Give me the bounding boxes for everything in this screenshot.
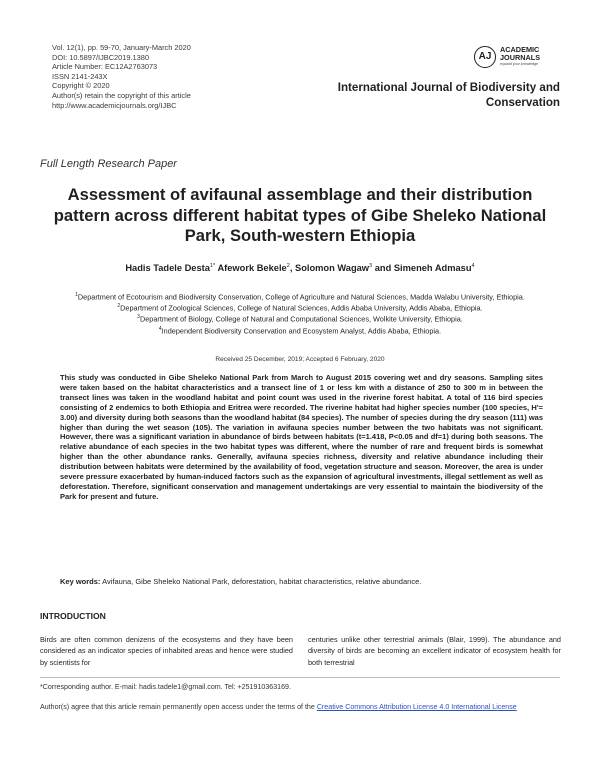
author-sup: 4: [471, 263, 475, 269]
intro-column-right: centuries unlike other terrestrial animals (Blair, 1999). The abundance and diversity of birds are becoming an excellent indicator of ecosystem health for both terrestrial: [308, 635, 561, 667]
meta-rights: Author(s) retain the copyright of this article: [52, 90, 191, 100]
intro-heading: INTRODUCTION: [40, 611, 106, 621]
meta-issn: ISSN 2141-243X: [52, 71, 108, 81]
logo-line-1: ACADEMIC: [500, 45, 540, 54]
author-sup: 1*: [209, 263, 216, 269]
logo-line-2: JOURNALS: [500, 52, 541, 62]
keywords: [60, 577, 543, 586]
affiliation: [40, 291, 560, 302]
author-sup: 3: [369, 263, 373, 269]
keywords-label: Key words:: [60, 577, 101, 586]
author-name: Hadis Tadele Desta: [125, 263, 210, 274]
license-note: [40, 702, 560, 713]
affiliation: [40, 313, 560, 324]
received-dates: Received 25 December, 2019; Accepted 6 February, 2020: [215, 356, 385, 363]
author-name: Afework Bekele: [217, 263, 287, 274]
section-label: Full Length Research Paper: [40, 158, 177, 170]
footnote-divider: [40, 677, 560, 678]
affiliation: [40, 302, 560, 313]
affiliation-text: Department of Ecotourism and Biodiversity Conservation, College of Agriculture and Natural Sciences, Madda Walabu University, Ethiopia.: [77, 292, 525, 302]
affiliation: [40, 325, 560, 336]
article-meta: [52, 43, 191, 110]
abstract: This study was conducted in Gibe Sheleko National Park from March to August 2015 covering wet and dry seasons. Sampling sites were taken based on the habitat characteristics and a transect line of 1 or less km with a distance of 250 to 300 m in between the transect lines was taken in the woodland habitat and point count was used in the riverine forest habitat. A total of 116 bird species consisting of 2 endemics to both Ethiopia and Eritrea were recorded. The riverine habitat had higher species number (100 species, H'= 3.00) and diversity during both seasons than the woodland habitat (84 species). The number of species during the dry season (111) was higher than during the wet season (105). The variation in avifauna species number between the two habitats was not significant. However, there was a significant variation in abundance of birds between habitats (t=1.418, P<0.05 and df=1) during both seasons. The relative abundance of each species in the two habitat types was different, where the number of rare and frequent birds is somewhat higher than the other abundance ranks. Generally, avifauna species richness, diversity and relative abundance including their distribution between habitats were determined by the availability of food, vegetation structure and season. Moreover, the area is under severe pressure exacerbated by human-induced factors such as the expansion of agricultural investments, illegal settlement as well as deforestation. Therefore, significant conservation and management undertakings are very essential to maintain the biodiversity of the Park for present and future.: [60, 373, 543, 501]
author-name: Simeneh Admasu: [393, 263, 472, 274]
author-list: Hadis Tadele Desta$^{1*}$ Afework Bekele$^2$, Solomon Wagaw$^3$ and Simeneh Admasu$^4$: [125, 263, 475, 274]
journal-name: International Journal of Biodiversity and Conservation: [337, 81, 560, 109]
affiliation-text: Department of Biology, College of Natural and Computational Sciences, Wolkite University, Ethiopia.: [139, 314, 463, 324]
article-title: Assessment of avifaunal assemblage and their distribution pattern across different habitat types of Gibe Sheleko National Park, South-western Ethiopia: [53, 185, 547, 245]
meta-doi: DOI: 10.5897/IJBC2019.1380: [52, 52, 149, 62]
author-name: Solomon Wagaw: [295, 263, 370, 274]
affiliation-sup: 4: [158, 325, 162, 332]
affiliation-text: Department of Zoological Sciences, College of Natural Sciences, Addis Ababa University, Addis Ababa, Ethiopia.: [120, 303, 483, 313]
license-text: Author(s) agree that this article remain permanently open access under the terms of the: [40, 703, 315, 711]
intro-column-left: Birds are often common denizens of the ecosystems and they have been considered as an indicator species of inhabited areas and hence were studied by scientists for: [40, 635, 293, 667]
corresponding-author: *Corresponding author. E-mail: hadis.tadele1@gmail.com. Tel: +251910363169.: [40, 683, 291, 691]
affiliation-text: Independent Biodiversity Conservation and Ecosystem Analyst, Addis Ababa, Ethiopia.: [161, 326, 442, 336]
affiliation-sup: 3: [137, 314, 140, 321]
meta-volume: Vol. 12(1), pp. 59-70, January-March 2020: [52, 43, 191, 52]
meta-copyright: Copyright © 2020: [52, 81, 110, 91]
affiliations: [40, 291, 560, 336]
publisher-logo: [474, 45, 566, 71]
logo-tagline: expand your knowledge: [500, 62, 538, 66]
keywords-text: Avifauna, Gibe Sheleko National Park, deforestation, habitat characteristics, relative abundance.: [102, 577, 422, 586]
meta-url: http://www.academicjournals.org/IJBC: [52, 100, 177, 110]
affiliation-sup: 1: [75, 292, 78, 298]
aj-logo-icon: AJ: [474, 46, 496, 68]
affiliation-sup: 2: [117, 303, 121, 310]
logo-wordmark: [500, 46, 540, 61]
meta-article-number: Article Number: EC12A2763073: [52, 62, 158, 72]
author-sup: 2: [286, 263, 290, 269]
license-link[interactable]: Creative Commons Attribution License 4.0 International License: [316, 703, 517, 711]
